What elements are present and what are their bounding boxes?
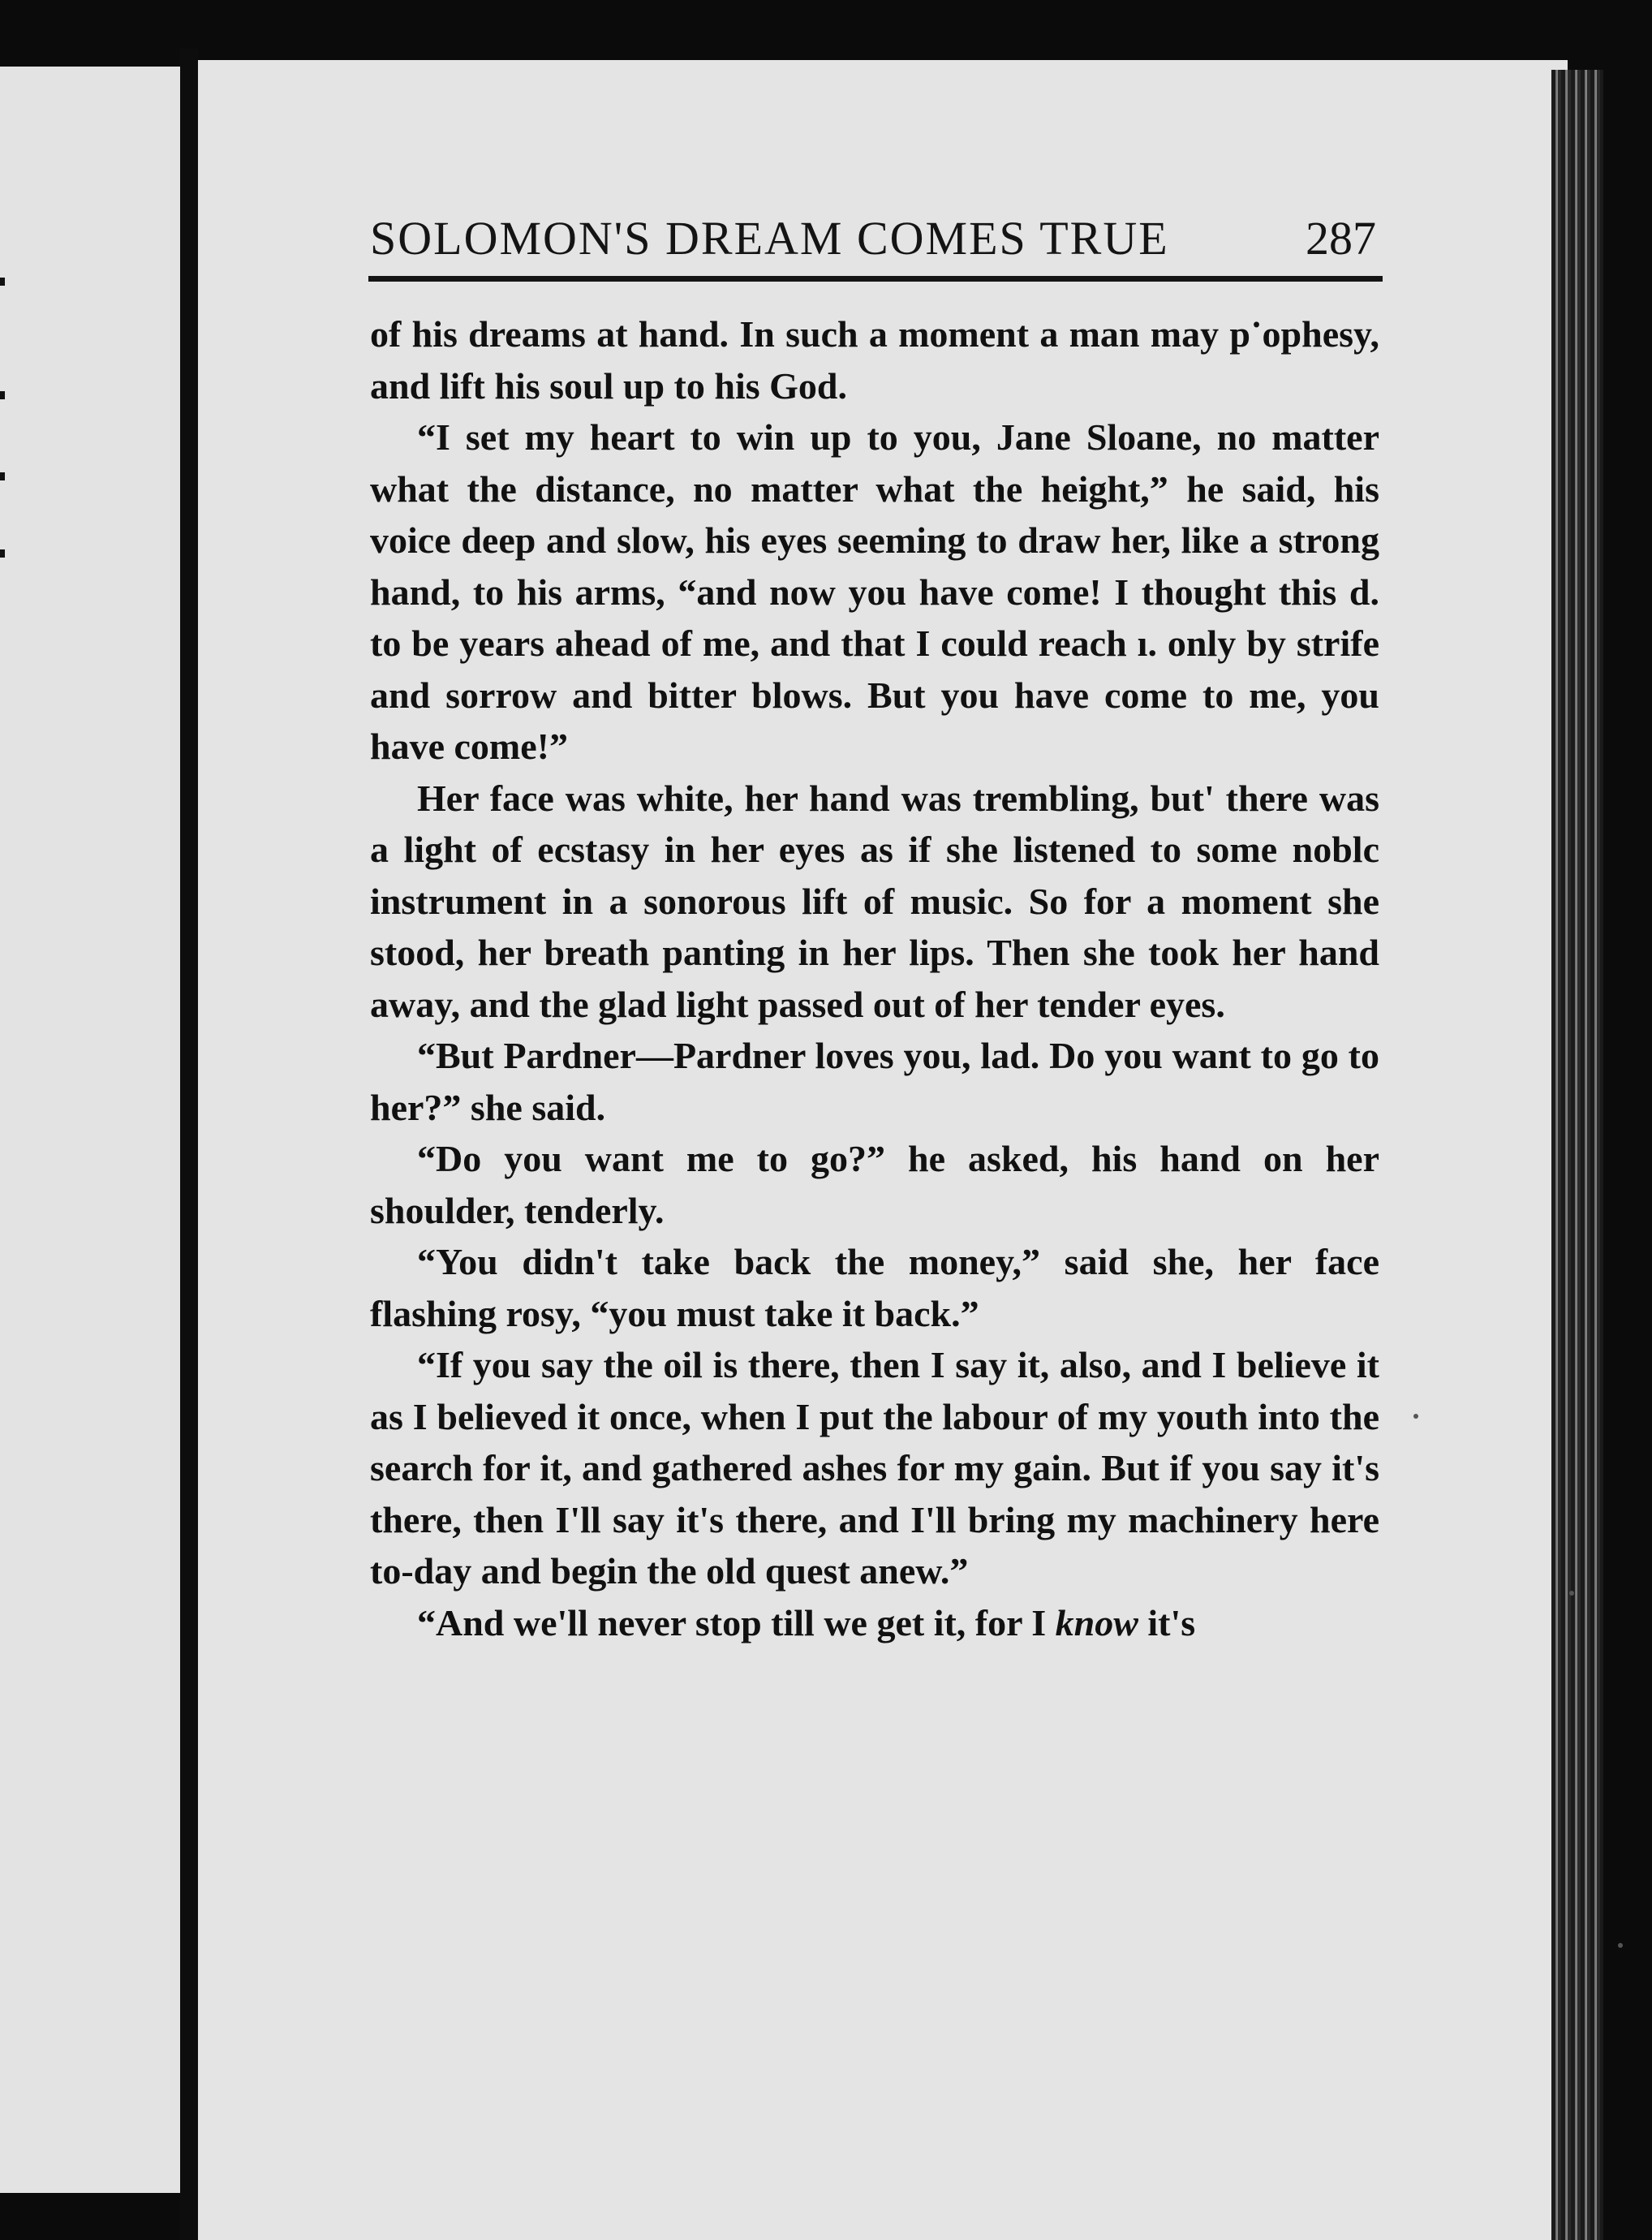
running-title: SOLOMON'S DREAM COMES TRUE — [370, 212, 1169, 265]
paragraph: of his dreams at hand. In such a moment a man may pॱophesy, and lift his soul up to his God. — [370, 313, 1379, 407]
page-mark — [0, 472, 5, 480]
paragraph: Her face was white, her hand was trembling, but' there was a light of ecstasy in her eyes as if she listened to some noblс instrument in a sonorous lift of music. So for a moment she stood, her breath panting in her lips. Then she took her hand away, and the glad light passed out of her tender eyes. — [370, 777, 1379, 1025]
page-number: 287 — [1306, 212, 1376, 265]
page-header — [370, 206, 1376, 279]
emphasized-word: know — [1055, 1601, 1138, 1643]
background-right — [1603, 0, 1652, 2240]
paragraph-last-line — [370, 1597, 1379, 1649]
page-speck — [1413, 1414, 1418, 1419]
header-rule — [368, 276, 1383, 282]
last-line-start: “And we'll never stop till we get it, for I — [417, 1601, 1056, 1643]
body-text — [370, 308, 1379, 1648]
page-speck — [1569, 1591, 1574, 1596]
paragraph: “Do you want me to go?” he asked, his hand on her shoulder, tenderly. — [370, 1138, 1379, 1231]
page-mark — [0, 549, 5, 558]
page-speck — [1618, 1943, 1623, 1948]
facing-page-edge — [0, 67, 180, 2193]
page-stack-edge — [1551, 70, 1603, 2240]
paragraph: “But Pardner—Pardner loves you, lad. Do you want to go to her?” she said. — [370, 1035, 1379, 1128]
page-mark — [0, 391, 5, 399]
book-gutter — [180, 49, 198, 2240]
paragraph: “I set my heart to win up to you, Jane Sloane, no matter what the distance, no matter what the height,” he said, his voice deep and slow, his eyes seeming to draw her, like a strong hand, to his arms, “and now you have come! I thought this d. to be years ahead of me, and that I could reach ı. only by strife and sorrow and bitter blows. But you have come to me, you have come!” — [370, 416, 1379, 767]
paragraph: “If you say the oil is there, then I say it, also, and I believe it as I believed it once, when I put the labour of my youth into the search for it, and gathered ashes for my gain. But if you say it's there, then I'll say it's there, and I'll bring my machinery here to-day and begin the old quest anew.” — [370, 1344, 1379, 1592]
paragraph: “You didn't take back the money,” said she, her face flashing rosy, “you must take it back.” — [370, 1241, 1379, 1334]
page-mark — [0, 278, 5, 286]
last-line-end: it's — [1138, 1601, 1196, 1643]
